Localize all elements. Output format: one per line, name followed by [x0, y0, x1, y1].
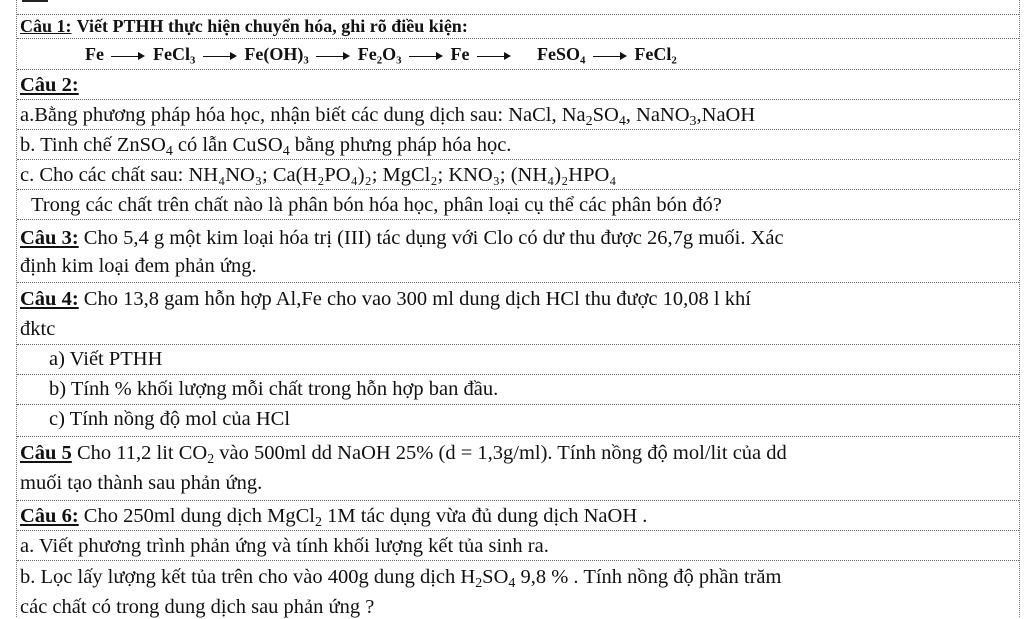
q4-c-row — [17, 404, 1019, 434]
q5-line-2: muối tạo thành sau phản ứng. — [20, 472, 263, 494]
arrow-icon — [593, 50, 627, 62]
q4-a-text: a) Viết PTHH — [49, 348, 163, 370]
q4-line-2: đktc — [20, 318, 56, 340]
q6-b-line-1a: b. Lọc lấy lượng kết tủa trên cho vào 400g dung dịch H — [20, 566, 476, 588]
q3-label: Câu 3: — [20, 227, 79, 249]
q6-line-1a: Cho 250ml dung dịch MgCl — [78, 505, 316, 527]
arrow-icon — [111, 50, 145, 62]
arrow-icon — [203, 50, 237, 62]
q2-a-text-4: ,NaOH — [696, 104, 756, 126]
q6-b-line-1-sub: 2 — [475, 575, 483, 591]
q6-b-line-1b: SO — [482, 566, 509, 588]
q6-label: Câu 6: — [20, 505, 79, 527]
q2-a-text-3: , NaNO — [625, 104, 690, 126]
chain-item-fe2o3: Fe₂O₃ — [357, 44, 402, 64]
q2-a-sub-1: 2 — [585, 113, 593, 129]
q6-a-text: a. Viết phương trình phản ứng và tính khối lượng kết tủa sinh ra. — [20, 535, 549, 557]
arrow-icon — [316, 50, 350, 62]
arrow-icon — [477, 50, 511, 62]
q5-line-1b: vào 500ml dd NaOH 25% (d = 1,3g/ml). Tính nồng độ mol/lit của dd — [214, 442, 787, 464]
q2-b-row — [17, 129, 1019, 159]
q4-a-row — [17, 344, 1019, 374]
q2-b-sub-1: 4 — [165, 143, 173, 159]
chain-item-fecl3: FeCl₃ — [152, 44, 196, 64]
q2-label: Câu 2: — [20, 74, 79, 96]
q4-row — [17, 282, 1019, 342]
q2-a-text-2: SO — [592, 104, 619, 126]
q6-a-row — [17, 530, 1019, 560]
q1-heading-row — [17, 14, 1019, 38]
q6-b-line-1-sub2: 4 — [508, 575, 516, 591]
q2-c-text: c. Cho các chất sau: NH₄NO₃; Ca(H₂PO₄)₂; MgCl₂; KNO₃; (NH₄)₂HPO₄ — [20, 164, 617, 186]
q6-b-row — [17, 560, 1019, 617]
chain-item-feso4: FeSO₄ — [537, 44, 586, 64]
q2-c-question-row — [17, 189, 1019, 219]
chain-item-fe-2: Fe — [450, 44, 470, 64]
q2-a-sub-3: 3 — [689, 113, 697, 129]
q5-line-1a: Cho 11,2 lit CO — [71, 442, 208, 464]
q6-b-line-1c: 9,8 % . Tính nồng độ phần trăm — [515, 566, 782, 588]
q5-label: Câu 5 — [20, 442, 72, 464]
chain-item-fe-1: Fe — [85, 44, 104, 64]
q2-b-text-1: b. Tinh chế ZnSO — [20, 134, 166, 156]
q3-row — [17, 219, 1019, 279]
q2-a-sub-2: 4 — [618, 113, 626, 129]
q4-line-1: Cho 13,8 gam hỗn hợp Al,Fe cho vao 300 ml dung dịch HCl thu được 10,08 l khí — [78, 288, 751, 310]
q6-line-1b: 1M tác dụng vừa đủ dung dịch NaOH . — [321, 505, 648, 527]
q6-b-line-2: các chất có trong dung dịch sau phản ứng ? — [20, 596, 375, 618]
document-page — [16, 0, 1020, 617]
q3-line-2: định kim loại đem phản ứng. — [20, 255, 257, 277]
q1-label: Câu 1: — [20, 16, 72, 36]
q2-heading-row — [17, 69, 1019, 99]
q1-text: Viết PTHH thực hiện chuyển hóa, ghi rõ điều kiện: — [76, 16, 468, 36]
chain-item-feoh3: Fe(OH)₃ — [244, 44, 309, 64]
q6-heading-row — [17, 500, 1019, 530]
chain-item-fecl2: FeCl₂ — [634, 44, 677, 64]
q2-a-text-1: a.Bằng phương pháp hóa học, nhận biết các dung dịch sau: NaCl, Na — [20, 104, 586, 126]
arrow-icon — [409, 50, 443, 62]
q4-b-text: b) Tính % khối lượng mỗi chất trong hỗn hợp ban đầu. — [49, 378, 499, 400]
q5-row — [17, 436, 1019, 498]
q2-a-row — [17, 99, 1019, 129]
q2-c-row — [17, 159, 1019, 189]
q6-line-1-sub: 2 — [315, 514, 322, 530]
q4-b-row — [17, 374, 1019, 404]
q2-b-text-2: có lẫn CuSO — [172, 134, 283, 156]
q2-b-text-3: bằng phưng pháp hóa học. — [289, 134, 512, 156]
q4-c-text: c) Tính nồng độ mol của HCl — [49, 408, 291, 430]
q3-line-1: Cho 5,4 g một kim loại hóa trị (III) tác dụng với Clo có dư thu được 26,7g muối. Xác — [78, 227, 784, 249]
q1-chain-row — [17, 38, 1019, 66]
q4-label: Câu 4: — [20, 288, 79, 310]
q2-b-sub-2: 4 — [282, 143, 290, 159]
q5-line-1-sub: 2 — [207, 451, 215, 467]
q2-c-question: Trong các chất trên chất nào là phân bón hóa học, phân loại cụ thể các phân bón đó? — [31, 194, 722, 216]
